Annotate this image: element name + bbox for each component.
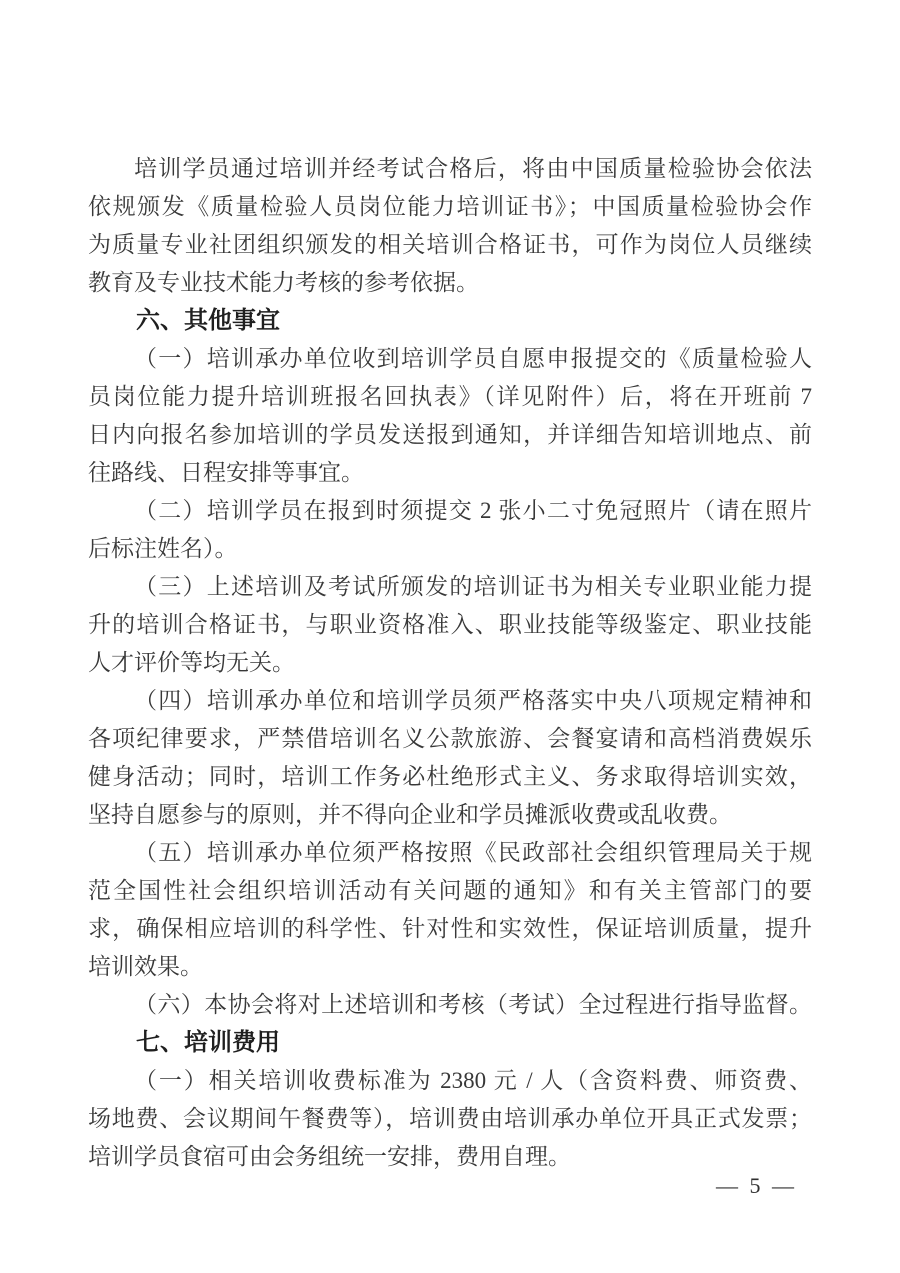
paragraph	[88, 150, 812, 302]
text-line: 求，确保相应培训的科学性、针对性和实效性，保证培训质量，提升	[88, 916, 812, 941]
text-line: 后标注姓名）。	[88, 536, 238, 561]
text-line: 培训学员通过培训并经考试合格后，将由中国质量检验协会依法	[134, 156, 812, 181]
text-line: 日内向报名参加培训的学员发送报到通知，并详细告知培训地点、前	[88, 422, 812, 447]
text-line: 场地费、会议期间午餐费等），培训费由培训承办单位开具正式发票；	[88, 1106, 812, 1131]
paragraph	[88, 986, 812, 1024]
text-line: 升的培训合格证书，与职业资格准入、职业技能等级鉴定、职业技能	[88, 612, 812, 637]
paragraph	[88, 682, 812, 834]
text-line: 教育及专业技术能力考核的参考依据。	[88, 270, 479, 295]
text-line: 各项纪律要求，严禁借培训名义公款旅游、会餐宴请和高档消费娱乐	[88, 726, 812, 751]
heading-text: 六、其他事宜	[136, 307, 280, 334]
text-line: （四）培训承办单位和培训学员须严格落实中央八项规定精神和	[134, 688, 812, 713]
section-heading	[88, 302, 812, 340]
document-body	[88, 150, 812, 1176]
text-line: （二）培训学员在报到时须提交 2 张小二寸免冠照片（请在照片	[134, 498, 812, 523]
text-line: 健身活动；同时，培训工作务必杜绝形式主义、务求取得培训实效，	[88, 764, 812, 789]
text-line: 往路线、日程安排等事宜。	[88, 460, 364, 485]
text-line: （六）本协会将对上述培训和考核（考试）全过程进行指导监督。	[134, 992, 812, 1017]
paragraph	[88, 834, 812, 986]
paragraph	[88, 492, 812, 568]
text-line: 人才评价等均无关。	[88, 650, 295, 675]
text-line: 培训学员食宿可由会务组统一安排，费用自理。	[88, 1144, 571, 1169]
text-line: 坚持自愿参与的原则，并不得向企业和学员摊派收费或乱收费。	[88, 802, 732, 827]
text-line: 依规颁发《质量检验人员岗位能力培训证书》；中国质量检验协会作	[88, 194, 812, 219]
text-line: （三）上述培训及考试所颁发的培训证书为相关专业职业能力提	[134, 574, 812, 599]
text-line: （一）培训承办单位收到培训学员自愿申报提交的《质量检验人	[134, 346, 812, 371]
page-number: — 5 —	[716, 1173, 797, 1198]
text-line: 培训效果。	[88, 954, 203, 979]
heading-text: 七、培训费用	[136, 1029, 280, 1056]
text-line: 为质量专业社团组织颁发的相关培训合格证书，可作为岗位人员继续	[88, 232, 812, 257]
paragraph	[88, 340, 812, 492]
paragraph	[88, 1062, 812, 1176]
section-heading	[88, 1024, 812, 1062]
text-line: 员岗位能力提升培训班报名回执表》（详见附件）后，将在开班前 7	[88, 384, 812, 409]
paragraph	[88, 568, 812, 682]
text-line: （一）相关培训收费标准为 2380 元 / 人（含资料费、师资费、	[134, 1068, 812, 1093]
text-line: （五）培训承办单位须严格按照《民政部社会组织管理局关于规	[134, 840, 812, 865]
text-line: 范全国性社会组织培训活动有关问题的通知》和有关主管部门的要	[88, 878, 812, 903]
